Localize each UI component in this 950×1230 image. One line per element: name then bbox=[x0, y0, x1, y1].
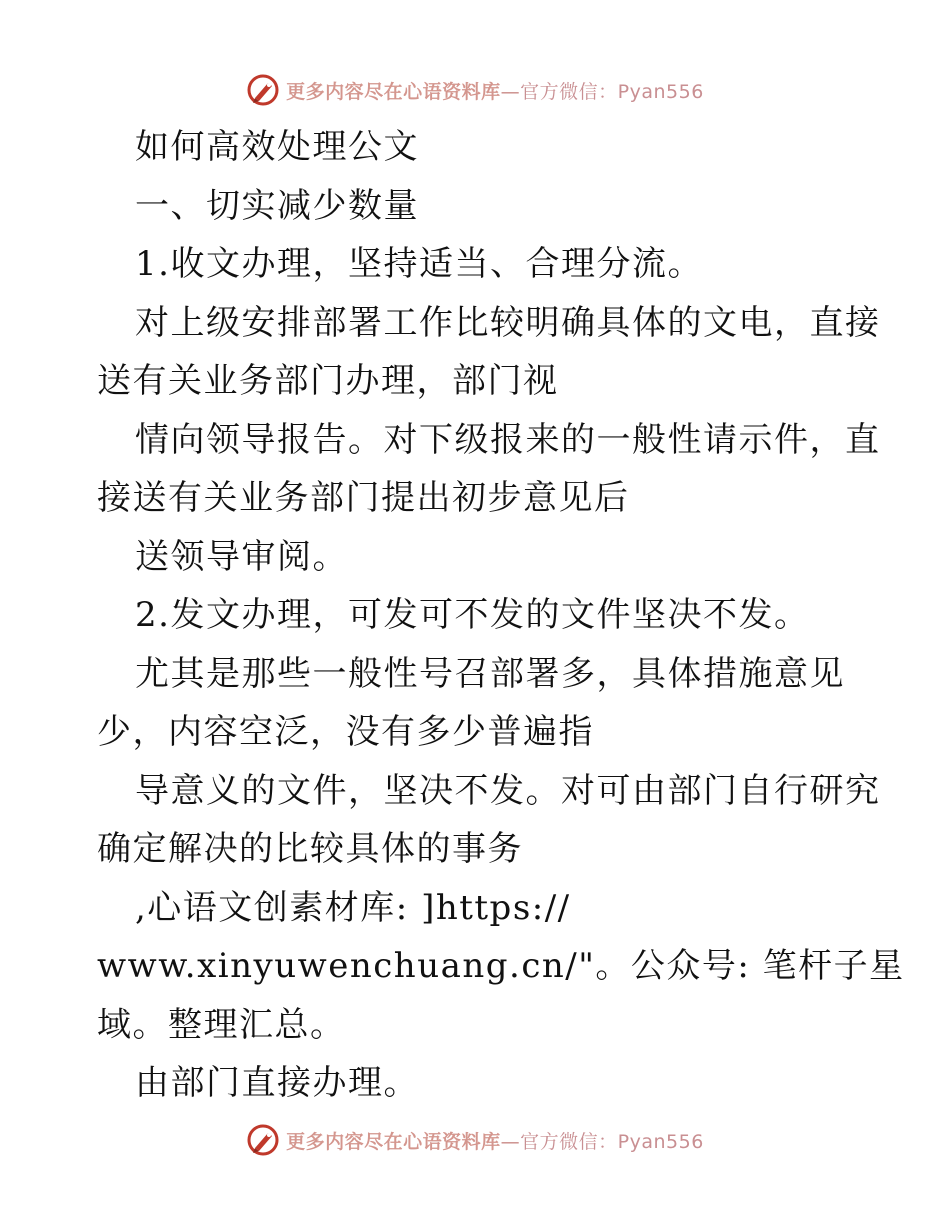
paragraph-line: 域。整理汇总。 bbox=[97, 1004, 346, 1045]
footer-banner bbox=[0, 1120, 950, 1160]
banner-wechat-text: 官方微信：Pyan556 bbox=[520, 80, 704, 103]
pen-logo-icon bbox=[246, 73, 280, 107]
paragraph-line: 送领导审阅。 bbox=[135, 536, 348, 577]
paragraph-line: 接送有关业务部门提出初步意见后 bbox=[97, 478, 630, 518]
banner-separator: — bbox=[500, 80, 521, 103]
banner-separator: — bbox=[500, 1130, 521, 1153]
paragraph-line: 由部门直接办理。 bbox=[135, 1063, 419, 1103]
paragraph-line: 少，内容空泛，没有多少普遍指 bbox=[97, 712, 594, 752]
paragraph-line: 导意义的文件，坚决不发。对可由部门自行研究 bbox=[135, 770, 881, 811]
pen-logo-icon bbox=[246, 1123, 280, 1157]
paragraph-line: 送有关业务部门办理，部门视 bbox=[97, 361, 559, 401]
header-banner bbox=[0, 70, 950, 110]
subsection-heading: 2.发文办理，可发可不发的文件坚决不发。 bbox=[135, 595, 810, 635]
banner-wechat-text: 官方微信：Pyan556 bbox=[520, 1130, 704, 1153]
paragraph-line: 确定解决的比较具体的事务 bbox=[97, 829, 523, 869]
document-title: 如何高效处理公文 bbox=[135, 127, 419, 167]
paragraph-line: ,心语文创素材库: ]https:// bbox=[135, 887, 571, 928]
paragraph-line: 尤其是那些一般性号召部署多，具体措施意见 bbox=[135, 653, 845, 694]
banner-main-text: 更多内容尽在心语资料库 bbox=[286, 1130, 501, 1153]
section-heading: 一、切实减少数量 bbox=[135, 185, 419, 226]
paragraph-line: 情向领导报告。对下级报来的一般性请示件，直 bbox=[135, 419, 881, 460]
subsection-heading: 1.收文办理，坚持适当、合理分流。 bbox=[135, 244, 703, 284]
paragraph-line: 对上级安排部署工作比较明确具体的文电，直接 bbox=[135, 302, 881, 343]
document-body bbox=[97, 118, 905, 1113]
paragraph-line: www.xinyuwenchuang.cn/"。公众号: 笔杆子星 bbox=[97, 946, 905, 986]
banner-main-text: 更多内容尽在心语资料库 bbox=[286, 80, 501, 103]
